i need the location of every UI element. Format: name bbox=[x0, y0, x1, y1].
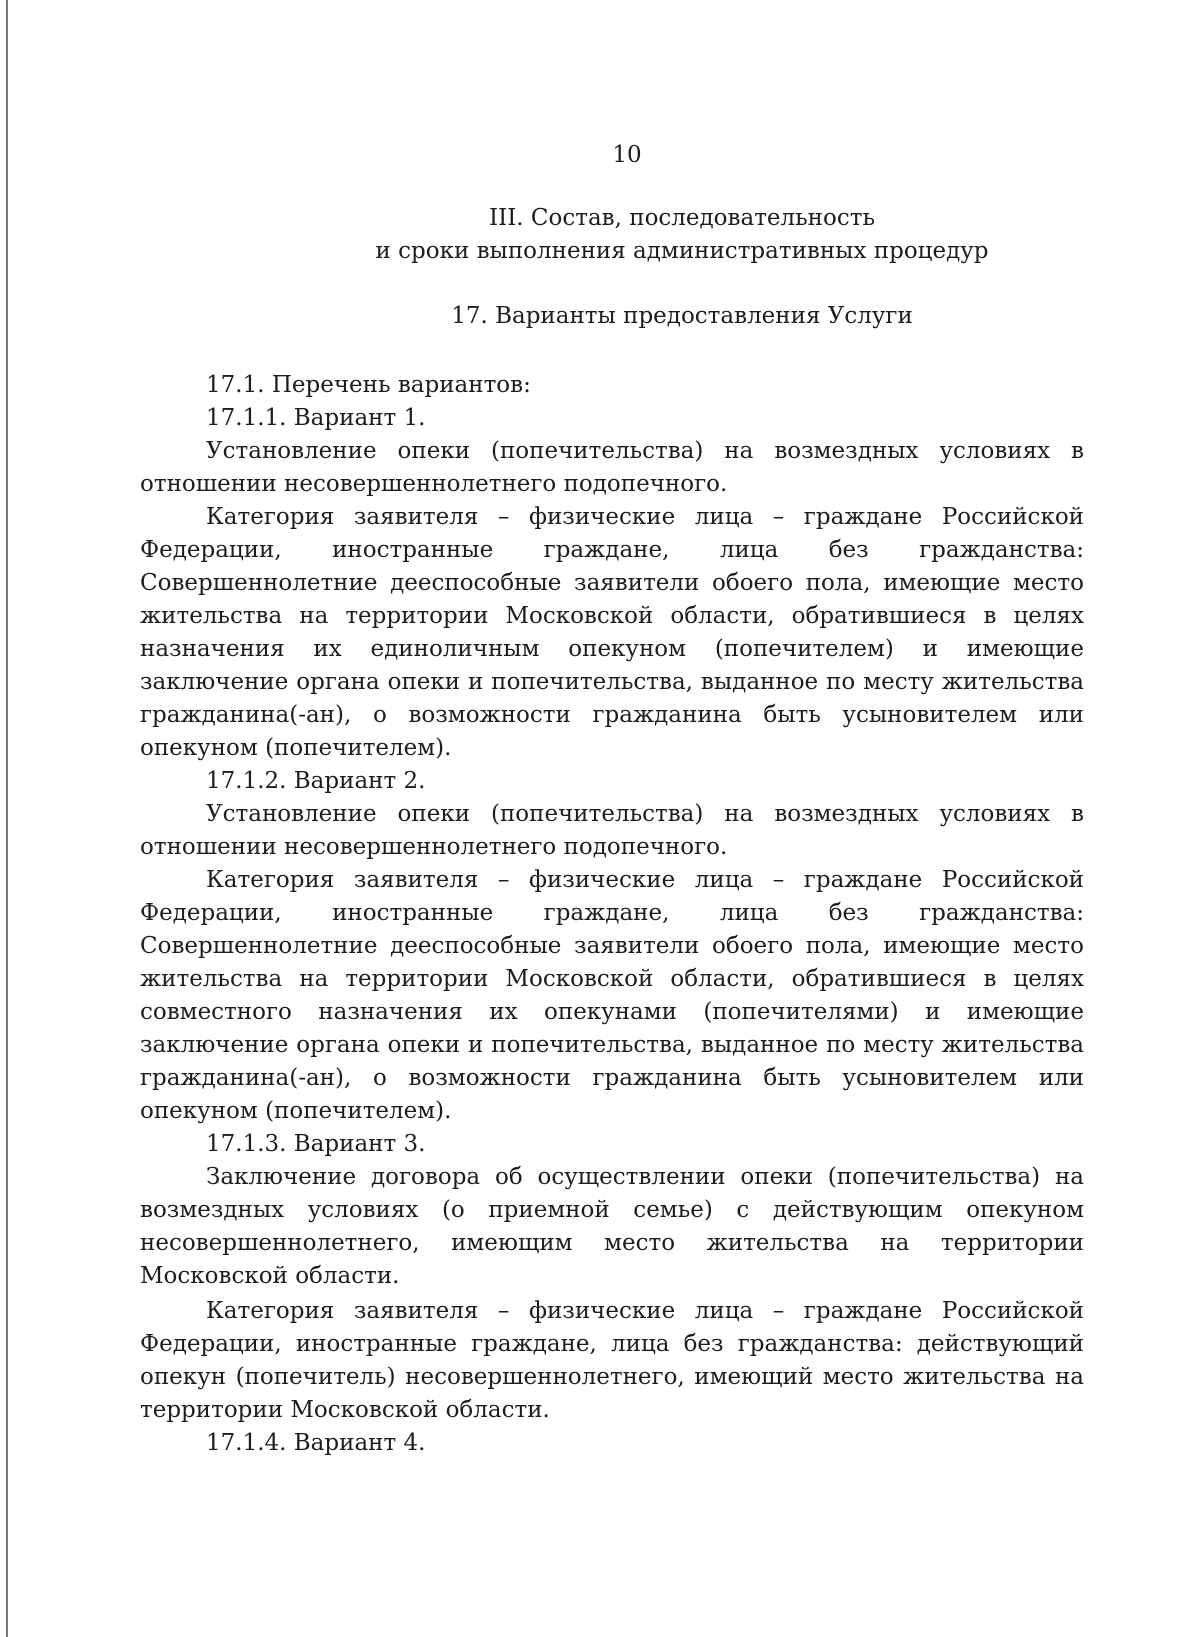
subsection-heading: 17. Варианты предоставления Услуги bbox=[451, 303, 913, 329]
paragraph: Заключение договора об осуществлении опеки (попечительства) на возмездных условиях (о приемной семье) с действующим опекуном несовершеннолетнего, имеющим место жительства на территории Московской области. bbox=[140, 1164, 1084, 1289]
paragraph: Категория заявителя – физические лица – граждане Российской Федерации, иностранные граждане, лица без гражданства: действующий опекун (попечитель) несовершеннолетнего, имеющий место жительства на территории Московской области. bbox=[140, 1298, 1084, 1423]
paragraph: Установление опеки (попечительства) на возмездных условиях в отношении несовершеннолетнего подопечного. bbox=[140, 801, 1084, 860]
paragraph: Категория заявителя – физические лица – граждане Российской Федерации, иностранные граждане, лица без гражданства: Совершеннолетние дееспособные заявители обоего пола, имеющие место жительства на территории Московской области, обратившиеся в целях совместного назначения их опекунами (попечителями) и имеющие заключение органа опеки и попечительства, выданное по месту жительства гражданина(-ан), о возможности гражданина быть усыновителем или опекуном (попечителем). bbox=[140, 867, 1084, 1124]
scan-edge-line bbox=[6, 0, 8, 1637]
section-heading bbox=[140, 202, 1084, 268]
paragraph: 17.1.1. Вариант 1. bbox=[206, 405, 426, 431]
document-page bbox=[140, 140, 1084, 1460]
section-heading-line-2: и сроки выполнения административных процедур bbox=[375, 238, 989, 264]
paragraph: 17.1.4. Вариант 4. bbox=[206, 1430, 426, 1456]
paragraph: 17.1. Перечень вариантов: bbox=[206, 372, 531, 398]
paragraph: 17.1.2. Вариант 2. bbox=[206, 768, 426, 794]
page-number: 10 bbox=[612, 142, 642, 168]
paragraph: Категория заявителя – физические лица – граждане Российской Федерации, иностранные граждане, лица без гражданства: Совершеннолетние дееспособные заявители обоего пола, имеющие место жительства на территории Московской области, обратившиеся в целях назначения их единоличным опекуном (попечителем) и имеющие заключение органа опеки и попечительства, выданное по месту жительства гражданина(-ан), о возможности гражданина быть усыновителем или опекуном (попечителем). bbox=[140, 504, 1084, 761]
document-body bbox=[140, 369, 1084, 1460]
paragraph: 17.1.3. Вариант 3. bbox=[206, 1131, 426, 1157]
section-heading-line-1: III. Состав, последовательность bbox=[489, 205, 875, 231]
paragraph: Установление опеки (попечительства) на возмездных условиях в отношении несовершеннолетнего подопечного. bbox=[140, 438, 1084, 497]
